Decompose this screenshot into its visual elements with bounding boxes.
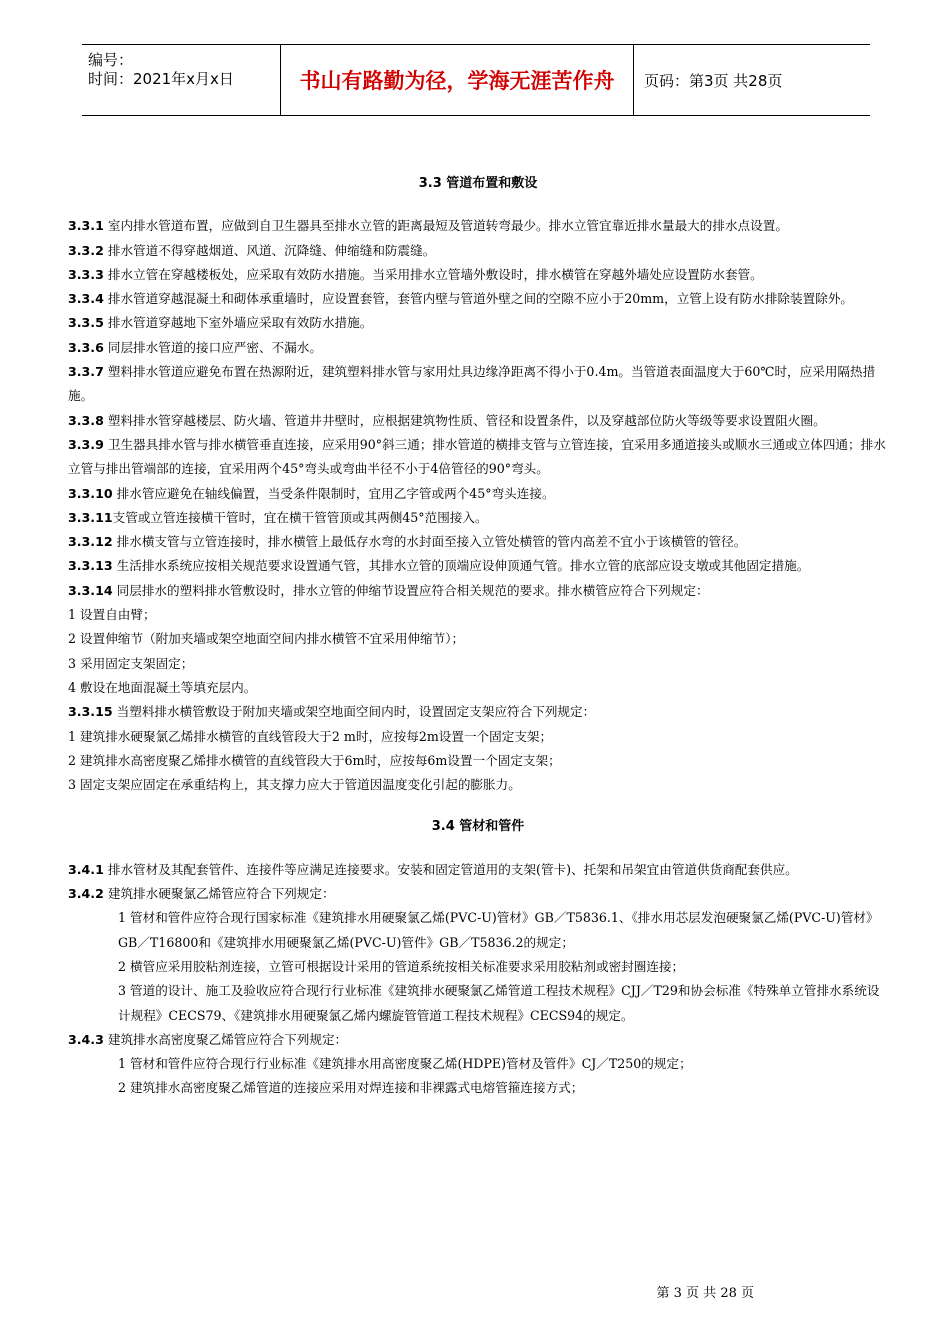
clause-number: 3.3.4 bbox=[68, 291, 104, 307]
paragraph-text: 卫生器具排水管与排水横管垂直连接，应采用90°斜三通；排水管道的横排支管与立管连接，宜采用多通道接头或顺水三通或立体四通；排水立管与排出管端部的连接，宜采用两个45°弯头或弯曲半径不小于4倍管径的90°弯头。 bbox=[68, 436, 886, 477]
paragraph-text: 室内排水管道布置，应做到自卫生器具至排水立管的距离最短及管道转弯最少。排水立管宜靠近排水量最大的排水点设置。 bbox=[103, 218, 788, 234]
paragraph bbox=[68, 433, 888, 482]
paragraph-text: 建筑排水高密度聚乙烯管应符合下列规定： bbox=[103, 1031, 348, 1047]
header-motto: 书山有路勤为径，学海无涯苦作舟 bbox=[281, 45, 634, 115]
paragraph-text: 3 采用固定支架固定； bbox=[68, 655, 194, 671]
paragraph-text: 2 横管应采用胶粘剂连接，立管可根据设计采用的管道系统按相关标准要求采用胶粘剂或密封圈连接； bbox=[118, 958, 685, 974]
paragraph-text: 2 建筑排水高密度聚乙烯排水横管的直线管段大于6m时，应按每6m设置一个固定支架； bbox=[68, 752, 561, 768]
paragraph bbox=[68, 409, 888, 433]
clause-number: 3.3.8 bbox=[68, 412, 104, 428]
paragraph-text: 塑料排水管穿越楼层、防火墙、管道井井壁时，应根据建筑物性质、管径和设置条件，以及穿越部位防火等级等要求设置阻火圈。 bbox=[103, 412, 826, 428]
paragraph-text: 3 固定支架应固定在承重结构上，其支撑力应大于管道因温度变化引起的膨胀力。 bbox=[68, 777, 521, 793]
paragraph bbox=[68, 882, 888, 906]
paragraph-text: 生活排水系统应按相关规范要求设置通气管，其排水立管的顶端应设伸顶通气管。排水立管的底部应设支墩或其他固定措施。 bbox=[112, 558, 810, 574]
paragraph-text: 3 管道的设计、施工及验收应符合现行行业标准《建筑排水硬聚氯乙烯管道工程技术规程》CJJ／T29和协会标准《特殊单立管排水系统设计规程》CECS79、《建筑排水用硬聚氯乙烯内螺旋管管道工程技术规程》CECS94的规定。 bbox=[118, 983, 880, 1023]
paragraph bbox=[68, 311, 888, 335]
paragraph bbox=[68, 906, 888, 955]
section-title: 3.4 管材和管件 bbox=[431, 819, 525, 835]
paragraph-text: 1 管材和管件应符合现行行业标准《建筑排水用高密度聚乙烯(HDPE)管材及管件》CJ／T250的规定； bbox=[118, 1056, 692, 1072]
paragraph bbox=[68, 1076, 888, 1100]
paragraph-text: 排水立管在穿越楼板处，应采取有效防水措施。当采用排水立管墙外敷设时，排水横管在穿越外墙处应设置防水套管。 bbox=[103, 266, 763, 282]
paragraph bbox=[68, 627, 888, 651]
paragraph bbox=[68, 360, 888, 409]
paragraph bbox=[68, 263, 888, 287]
paragraph-text: 建筑排水硬聚氯乙烯管应符合下列规定： bbox=[103, 886, 335, 902]
page-header bbox=[82, 44, 870, 116]
clause-number: 3.3.3 bbox=[68, 266, 104, 282]
paragraph bbox=[68, 554, 888, 578]
paragraph bbox=[68, 979, 888, 1028]
paragraph-text: 1 建筑排水硬聚氯乙烯排水横管的直线管段大于2 m时，应按每2m设置一个固定支架； bbox=[68, 728, 553, 744]
paragraph-text: 排水管道穿越混凝土和砌体承重墙时，应设置套管，套管内壁与管道外壁之间的空隙不应小于20mm，立管上设有防水排除装置除外。 bbox=[103, 291, 854, 307]
paragraph-text: 同层排水管道的接口应严密、不漏水。 bbox=[103, 339, 322, 355]
clause-number: 3.3.12 bbox=[68, 534, 113, 550]
paragraph-text: 排水管道不得穿越烟道、风道、沉降缝、伸缩缝和防震缝。 bbox=[103, 242, 436, 258]
clause-number: 3.3.1 bbox=[68, 218, 104, 234]
paragraph bbox=[68, 214, 888, 238]
clause-number: 3.4.1 bbox=[68, 861, 104, 877]
clause-number: 3.4.2 bbox=[68, 886, 104, 902]
date-label: 时间：2021年x月x日 bbox=[88, 70, 234, 88]
paragraph-text: 1 管材和管件应符合现行国家标准《建筑排水用硬聚氯乙烯(PVC-U)管材》GB／T5836.1、《排水用芯层发泡硬聚氯乙烯(PVC-U)管材》GB／T16800和《建筑排水用硬聚氯乙烯(PVC-U)管件》GB／T5836.2的规定； bbox=[118, 910, 879, 950]
clause-number: 3.3.2 bbox=[68, 242, 104, 258]
clause-number: 3.3.5 bbox=[68, 315, 104, 331]
page-footer: 第 3 页 共 28 页 bbox=[656, 1286, 754, 1301]
paragraph bbox=[68, 725, 888, 749]
paragraph-text: 支管或立管连接横干管时，宜在横干管管顶或其两侧45°范围接入。 bbox=[112, 509, 488, 525]
paragraph bbox=[68, 579, 888, 603]
clause-number: 3.3.6 bbox=[68, 339, 104, 355]
paragraph-text: 排水管道穿越地下室外墙应采取有效防水措施。 bbox=[103, 315, 373, 331]
paragraph-text: 排水管应避免在轴线偏置，当受条件限制时，宜用乙字管或两个45°弯头连接。 bbox=[112, 485, 555, 501]
paragraph-text: 1 设置自由臂； bbox=[68, 607, 156, 623]
clause-number: 3.3.7 bbox=[68, 364, 104, 380]
paragraph-text: 排水横支管与立管连接时，排水横管上最低存水弯的水封面至接入立管处横管的管内高差不宜小于该横管的管径。 bbox=[112, 534, 747, 550]
paragraph bbox=[68, 1052, 888, 1076]
clause-number: 3.3.14 bbox=[68, 582, 113, 598]
paragraph-text: 排水管材及其配套管件、连接件等应满足连接要求。安装和固定管道用的支架(管卡)、托架和吊架宜由管道供货商配套供应。 bbox=[103, 861, 798, 877]
paragraph bbox=[68, 652, 888, 676]
paragraph-text: 塑料排水管道应避免布置在热源附近，建筑塑料排水管与家用灶具边缘净距离不得小于0.4m。当管道表面温度大于60℃时，应采用隔热措施。 bbox=[68, 364, 876, 404]
paragraph bbox=[68, 773, 888, 797]
paragraph bbox=[68, 1028, 888, 1052]
paragraph bbox=[68, 676, 888, 700]
paragraph bbox=[68, 530, 888, 554]
clause-number: 3.3.11 bbox=[68, 509, 113, 525]
paragraph bbox=[68, 749, 888, 773]
number-label: 编号： bbox=[88, 51, 134, 69]
paragraph bbox=[68, 287, 888, 311]
paragraph-text: 4 敷设在地面混凝土等填充层内。 bbox=[68, 679, 257, 695]
paragraph-text: 同层排水的塑料排水管敷设时，排水立管的伸缩节设置应符合相关规范的要求。排水横管应符合下列规定： bbox=[112, 582, 709, 598]
document-body bbox=[68, 172, 888, 1101]
paragraph-text: 当塑料排水横管敷设于附加夹墙或架空地面空间内时，设置固定支架应符合下列规定： bbox=[112, 704, 596, 720]
clause-number: 3.3.13 bbox=[68, 558, 113, 574]
paragraph bbox=[68, 858, 888, 882]
paragraph-text: 2 设置伸缩节（附加夹墙或架空地面空间内排水横管不宜采用伸缩节）； bbox=[68, 631, 465, 647]
paragraph bbox=[68, 336, 888, 360]
clause-number: 3.3.9 bbox=[68, 436, 104, 452]
section-title: 3.3 管道布置和敷设 bbox=[418, 176, 538, 191]
clause-number: 3.3.15 bbox=[68, 704, 113, 720]
paragraph bbox=[68, 955, 888, 979]
clause-number: 3.3.10 bbox=[68, 485, 113, 501]
clause-number: 3.4.3 bbox=[68, 1031, 104, 1047]
header-page-label: 页码：第3页 共28页 bbox=[644, 71, 783, 90]
paragraph bbox=[68, 482, 888, 506]
paragraph-text: 2 建筑排水高密度聚乙烯管道的连接应采用对焊连接和非裸露式电熔管箍连接方式； bbox=[118, 1080, 584, 1096]
paragraph bbox=[68, 603, 888, 627]
paragraph bbox=[68, 239, 888, 263]
paragraph bbox=[68, 506, 888, 530]
header-meta bbox=[82, 45, 281, 115]
paragraph bbox=[68, 700, 888, 724]
